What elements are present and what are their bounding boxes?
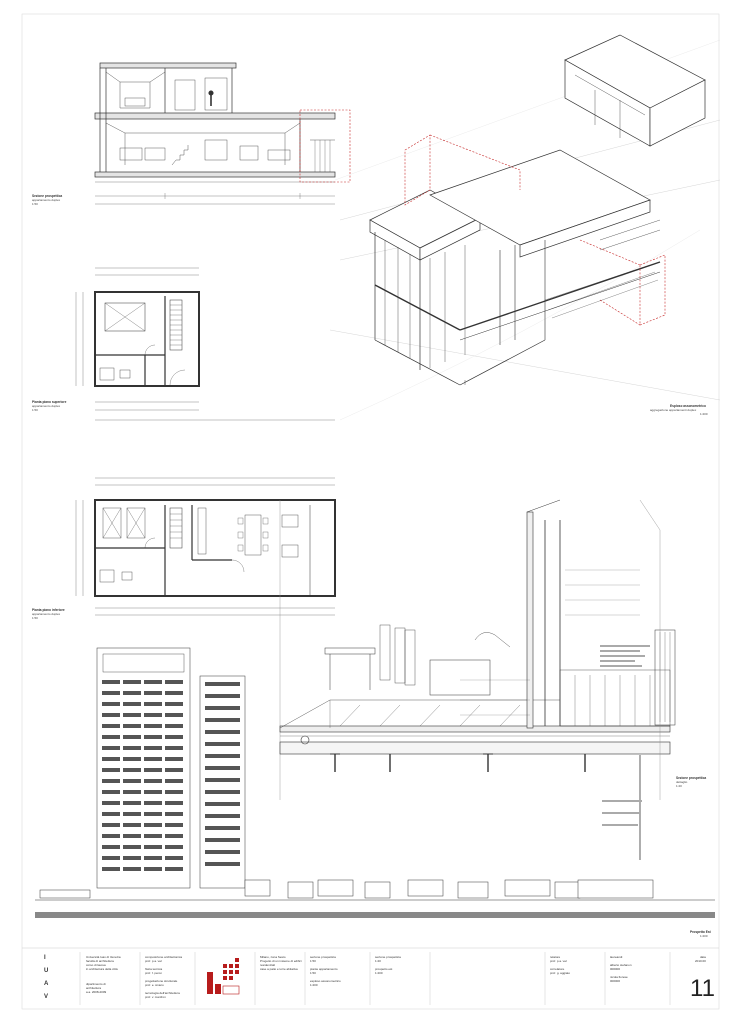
detail-section-subcaption: dettaglio [676,780,688,784]
tower-window [123,724,141,728]
tower-window [123,746,141,750]
side-block-window [205,742,240,746]
titleblock-contents-1: sezione prospettica 1:50 piante appartamento 1:50 esploso assonometrico 1:200 [310,955,341,987]
tower-window [144,746,162,750]
side-block-window [205,718,240,722]
tower-window [144,768,162,772]
side-block-window [205,766,240,770]
tower-window [123,790,141,794]
section-duplex-caption: Sezione prospettica [32,194,63,198]
tower-window [144,867,162,871]
tower-window [165,823,183,827]
tower-window [123,867,141,871]
tower-window [123,735,141,739]
side-block-window [205,862,240,866]
tower-window [144,680,162,684]
detail-section-scale: 1:20 [676,784,682,788]
titleblock-university: Università Iuav di Venezia facoltà di architettura corso di laurea in architettura della città [86,955,121,971]
tower-window [123,680,141,684]
elevation-caption: Prospetto Est [690,930,711,934]
logo-letter-i: I [44,955,46,961]
tower-window [144,691,162,695]
tower-window [123,823,141,827]
elevation-scale: 1:200 [700,934,708,938]
side-block-window [205,790,240,794]
logo-letter-u: U [44,968,49,974]
sheet-number: 11 [690,975,715,1002]
elevation-ground [35,900,715,918]
side-block-window [205,754,240,758]
tower-window [165,691,183,695]
section-duplex-subcaption: appartamento duplex [32,198,61,202]
axonometry-scale: 1:200 [700,412,708,416]
project-logo-icon [207,958,239,994]
side-block-window [205,838,240,842]
tower-window [102,724,120,728]
tower-window [123,812,141,816]
tower-window [144,812,162,816]
tower-window [165,757,183,761]
tower-window [102,790,120,794]
tower-window [144,845,162,849]
tower-window [123,702,141,706]
side-block-window [205,730,240,734]
side-block-window [205,802,240,806]
tower-window [102,867,120,871]
tower-window [144,713,162,717]
logo-letter-v: V [44,994,49,1000]
tower-window [165,834,183,838]
side-block-window [205,706,240,710]
tower-window [144,724,162,728]
side-block-window [205,682,240,686]
tower-window [165,724,183,728]
tower-window [102,856,120,860]
tower-window [144,801,162,805]
tower-window [144,856,162,860]
tower-window [102,768,120,772]
tower-window [144,823,162,827]
side-block-window [205,778,240,782]
tower-window [102,812,120,816]
tower-window [144,790,162,794]
tower-window [123,801,141,805]
tower-window [165,856,183,860]
tower-window [165,812,183,816]
tower-window [123,779,141,783]
tower-window [144,779,162,783]
tower-window [102,713,120,717]
upper-plan-caption: Pianta piano superiore [32,400,67,404]
titleblock-students: laureandi alberto stefanon 000000 nicola fiorese 000000 [610,955,632,983]
tower-window [165,801,183,805]
section-duplex-scale: 1:50 [32,202,38,206]
upper-plan-subcaption: appartamento duplex [32,404,61,408]
lower-plan-dimensions [76,478,335,615]
upper-plan-dimensions [76,268,335,420]
tower-window [102,779,120,783]
tower-window [123,768,141,772]
detail-section-drawing [280,500,675,860]
tower-window [102,834,120,838]
side-block-window [205,814,240,818]
tower-window [165,746,183,750]
detail-section-caption: Sezione prospettica [676,776,707,780]
tower-window [123,856,141,860]
upper-plan-drawing [95,292,199,386]
side-block-window [205,694,240,698]
tower-window [123,757,141,761]
tower-window [123,834,141,838]
titleblock-date-value: 2010.00 [695,959,706,963]
tower-window [165,713,183,717]
titleblock-project: Milano, zona Sesto Progetto di un insieme di edifici residenziali case a patio e torre abitativa [260,955,302,971]
tower-window [165,735,183,739]
side-block-window [205,850,240,854]
tower-window [102,801,120,805]
tower-window [102,746,120,750]
upper-plan-scale: 1:50 [32,408,38,412]
lower-plan-caption: Pianta piano inferiore [32,608,65,612]
tower-window [102,691,120,695]
tower-window [144,757,162,761]
tower-window [165,845,183,849]
tower-window [123,691,141,695]
side-block-window [205,826,240,830]
tower-window [144,702,162,706]
logo-letter-a: A [44,981,49,987]
tower-window [165,790,183,794]
tower-window [165,867,183,871]
tower-window [165,779,183,783]
detail-annotations [600,645,650,826]
lower-plan-drawing [95,500,335,596]
titleblock-course: composizione architettonica prof. p.a. val fisica tecnica prof. f. peron progettazione strutturale prof. e. siviero tecnologia dell'architettura prof. v. manfron [145,955,183,999]
tower-window [165,768,183,772]
tower-window [102,823,120,827]
titleblock-tutors: relatore prof. p.a. val correlatore prof. g. aggiato [550,955,571,975]
tower-window [144,735,162,739]
tower-window [123,713,141,717]
section-duplex-drawing [95,63,335,182]
titleblock-date-label: data [700,955,706,959]
section-duplex-dimensions [95,193,335,204]
axonometry-caption: Esploso assonometrico [670,404,706,408]
lower-plan-subcaption: appartamento duplex [32,612,61,616]
tower-window [144,834,162,838]
tower-window [102,680,120,684]
lower-plan-scale: 1:50 [32,616,38,620]
tower-window [102,702,120,706]
axonometry-subcaption: aggregazione appartamenti duplex [650,408,697,412]
tower-window [165,702,183,706]
tower-window [102,735,120,739]
tower-window [102,845,120,849]
axonometry-drawing [330,35,720,420]
tower-window [165,680,183,684]
tower-window [102,757,120,761]
titleblock-contents-2: sezione prospettica 1:20 prospetto est 1:200 [375,955,401,975]
tower-window [123,845,141,849]
titleblock-department: dipartimento di architettura a.a. 2008-2009 [86,982,107,994]
